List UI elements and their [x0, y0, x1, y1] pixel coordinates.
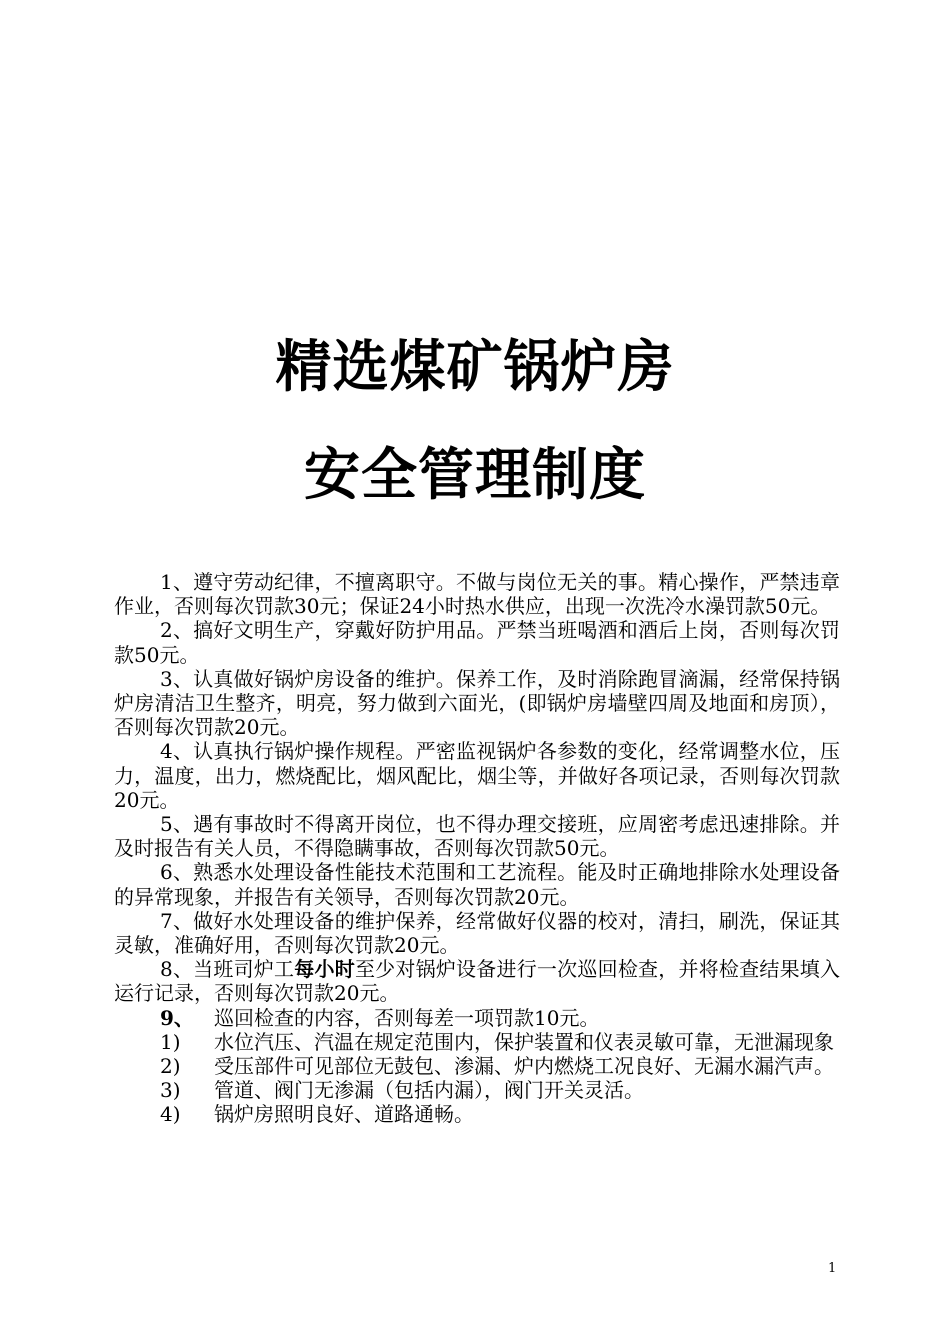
inspection-item-1-number: 1) [160, 1029, 181, 1054]
inspection-item-2-text: 受压部件可见部位无鼓包、渗漏、炉内燃烧工况良好、无漏水漏汽声。 [214, 1054, 834, 1079]
inspection-item-4-text: 锅炉房照明良好、道路通畅。 [214, 1102, 474, 1127]
inspection-item-2 [114, 1054, 840, 1078]
rule-paragraph-7: 7、做好水处理设备的维护保养，经常做好仪器的校对，清扫，刷洗，保证其灵敏，准确好用，否则每次罚款20元。 [114, 908, 840, 958]
rule-paragraph-8-after: 至少对锅炉设备进行一次巡回检查，并将检查结果填入运行记录，否则每次罚款20元。 [114, 957, 841, 1006]
document-body [114, 570, 840, 1127]
inspection-item-1-text: 水位汽压、汽温在规定范围内，保护装置和仪表灵敏可靠，无泄漏现象 [214, 1029, 834, 1054]
inspection-item-4 [114, 1102, 840, 1126]
inspection-item-3-number: 3) [160, 1078, 181, 1103]
rule-paragraph-4: 4、认真执行锅炉操作规程。严密监视锅炉各参数的变化，经常调整水位，压力，温度，出力，燃烧配比，烟风配比，烟尘等，并做好各项记录，否则每次罚款20元。 [114, 739, 840, 812]
rule-paragraph-6: 6、熟悉水处理设备性能技术范围和工艺流程。能及时正确地排除水处理设备的异常现象，并报告有关领导，否则每次罚款20元。 [114, 860, 840, 909]
document-title-line2: 安全管理制度 [304, 443, 646, 508]
document-title-line1: 精选煤矿锅炉房 [275, 335, 675, 400]
inspection-item-4-number: 4) [160, 1102, 181, 1127]
rule-paragraph-5: 5、遇有事故时不得离开岗位，也不得办理交接班，应周密考虑迅速排除。并及时报告有关人员，不得隐瞒事故，否则每次罚款50元。 [114, 812, 840, 861]
rule-paragraph-3: 3、认真做好锅炉房设备的维护。保养工作，及时消除跑冒滴漏，经常保持锅炉房清洁卫生整齐，明亮，努力做到六面光，(即锅炉房墙壁四周及地面和房顶），否则每次罚款20元。 [114, 666, 840, 740]
inspection-item-1 [114, 1030, 840, 1054]
rule-paragraph-9-number: 9、 [160, 1005, 194, 1030]
inspection-item-2-number: 2) [160, 1054, 181, 1079]
rule-paragraph-9 [114, 1006, 840, 1030]
rule-paragraph-8 [114, 957, 840, 1005]
rule-paragraph-8-emphasis: 每小时 [294, 957, 355, 982]
rule-paragraph-9-text: 巡回检查的内容，否则每差一项罚款10元。 [214, 1005, 600, 1030]
rule-paragraph-2: 2、搞好文明生产，穿戴好防护用品。严禁当班喝酒和酒后上岗，否则每次罚款50元。 [114, 618, 840, 667]
rule-paragraph-8-before: 8、当班司炉工 [160, 957, 295, 982]
rule-paragraph-1: 1、遵守劳动纪律，不擅离职守。不做与岗位无关的事。精心操作，严禁违章作业，否则每次罚款30元；保证24小时热水供应，出现一次洗冷水澡罚款50元。 [114, 570, 840, 619]
page-number: 1 [828, 1261, 837, 1276]
inspection-item-3-text: 管道、阀门无渗漏（包括内漏），阀门开关灵活。 [214, 1078, 644, 1103]
inspection-item-3 [114, 1078, 840, 1102]
